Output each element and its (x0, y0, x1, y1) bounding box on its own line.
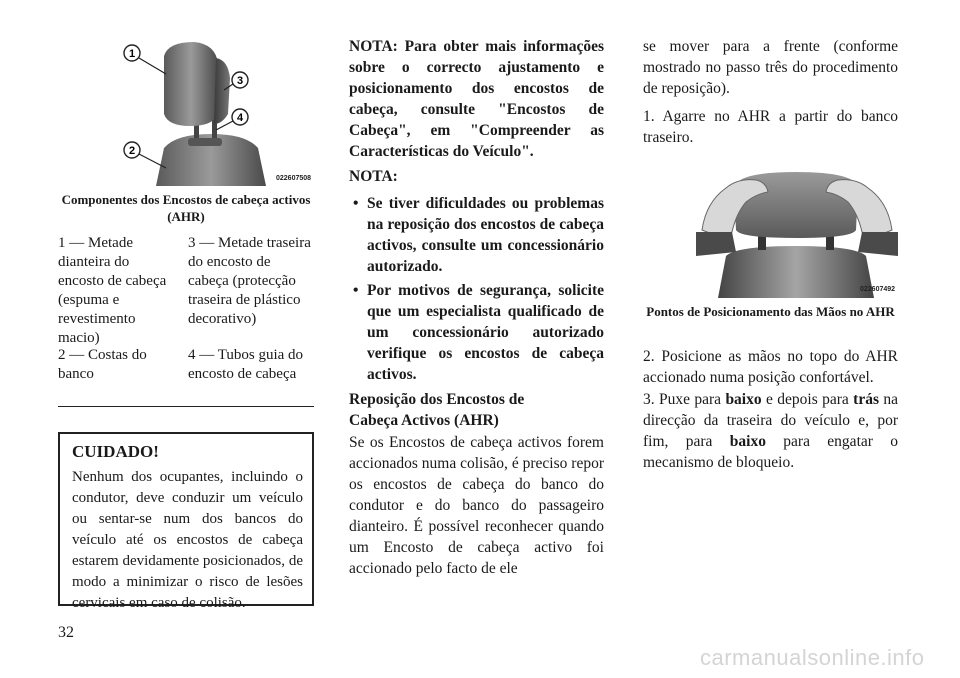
step-3-emphasis: trás (853, 391, 879, 408)
guide-collar-shape (188, 138, 222, 146)
component-3: 3 — Metade traseira do encosto de cabeça (protecção traseira de plástico decorativo) (188, 235, 311, 327)
hand-position-illustration (696, 168, 898, 298)
section-heading: Reposição dos Encostos de Cabeça Activos (AHR) (349, 391, 525, 429)
step-2: 2. Posicione as mãos no topo do AHR accionado numa posição confortável. (643, 348, 898, 386)
figure-code: 022607492 (860, 286, 896, 293)
bullet-icon: • (353, 195, 359, 212)
step-3-text: e depois para (761, 391, 854, 408)
figure-caption: Componentes dos Encostos de cabeça activos (AHR) (61, 192, 311, 224)
watermark-text: carmanualsonline.info (700, 645, 925, 670)
section-divider (58, 406, 314, 407)
caution-box (58, 432, 314, 611)
callout-1: 1 (128, 48, 136, 60)
left-sleeve-shape (696, 232, 736, 256)
note-bullet-1 (353, 193, 604, 277)
note-2-label: NOTA: (349, 168, 398, 185)
page-number: 32 (58, 624, 74, 641)
figure-code: 022607508 (276, 175, 312, 182)
component-2: 2 — Costas do banco (58, 347, 147, 382)
seat-back-shape (718, 246, 874, 298)
step-3-text: para engatar o mecanismo de bloqueio. (643, 433, 899, 471)
caution-title: CUIDADO! (72, 442, 159, 461)
note-1: NOTA: Para obter mais informações sobre o correcto ajustamento e posicionamento dos encostos de cabeça, consulte "Encostos de Cabeça", em "Compreender as Características do Veículo". (349, 38, 604, 160)
reset-paragraph-cont: se mover para a frente (conforme mostrado no passo três do procedimento de reposição). (643, 38, 898, 97)
hand-position-figure (696, 168, 898, 298)
headrest-front-shape (164, 42, 218, 126)
right-sleeve-shape (858, 232, 898, 256)
headrestraint-figure (116, 38, 314, 186)
callout-3: 3 (236, 75, 244, 87)
component-4: 4 — Tubos guia do encosto de cabeça (188, 347, 304, 382)
step-3-text: na direcção da traseira do veículo e, por fim, para (643, 391, 898, 450)
figure-caption: Pontos de Posicionamento das Mãos no AHR (646, 304, 895, 319)
step-3-emphasis: baixo (725, 391, 762, 408)
headrestraint-illustration (116, 38, 314, 186)
step-3 (643, 389, 898, 473)
component-1: 1 — Metade dianteira do encosto de cabeça (espuma e revestimento macio) (58, 235, 167, 346)
caution-text: Nenhum dos ocupantes, incluindo o condutor, deve conduzir um veículo ou sentar-se num dos bancos do veículo até os encostos de cabeça estarem devidamente posicionados, de modo a minimizar o risco de lesões cervicais em caso de colisão. (72, 469, 303, 611)
note-bullet-2 (353, 280, 604, 385)
reset-paragraph: Se os Encostos de cabeça activos forem accionados numa colisão, é preciso repor os encostos de cabeça do banco do condutor e do banco do passageiro dianteiro. É possível reconhecer quando um Encosto de cabeça activo foi accionado pelo facto de ele (349, 434, 604, 577)
bullet-icon: • (353, 282, 359, 299)
bullet-text: Se tiver dificuldades ou problemas na reposição dos encostos de cabeça activos, consulte um concessionário autorizado. (367, 195, 604, 275)
step-1: 1. Agarre no AHR a partir do banco traseiro. (643, 108, 898, 146)
step-3-emphasis: baixo (729, 433, 766, 450)
bullet-text: Por motivos de segurança, solicite que um especialista qualificado de um concessionário autorizado verifique os encostos de cabeça activos. (367, 282, 604, 383)
callout-4: 4 (236, 112, 244, 124)
callout-2: 2 (128, 145, 136, 157)
headrest-rear-shape (214, 58, 230, 124)
step-3-text: 3. Puxe para (643, 391, 726, 408)
